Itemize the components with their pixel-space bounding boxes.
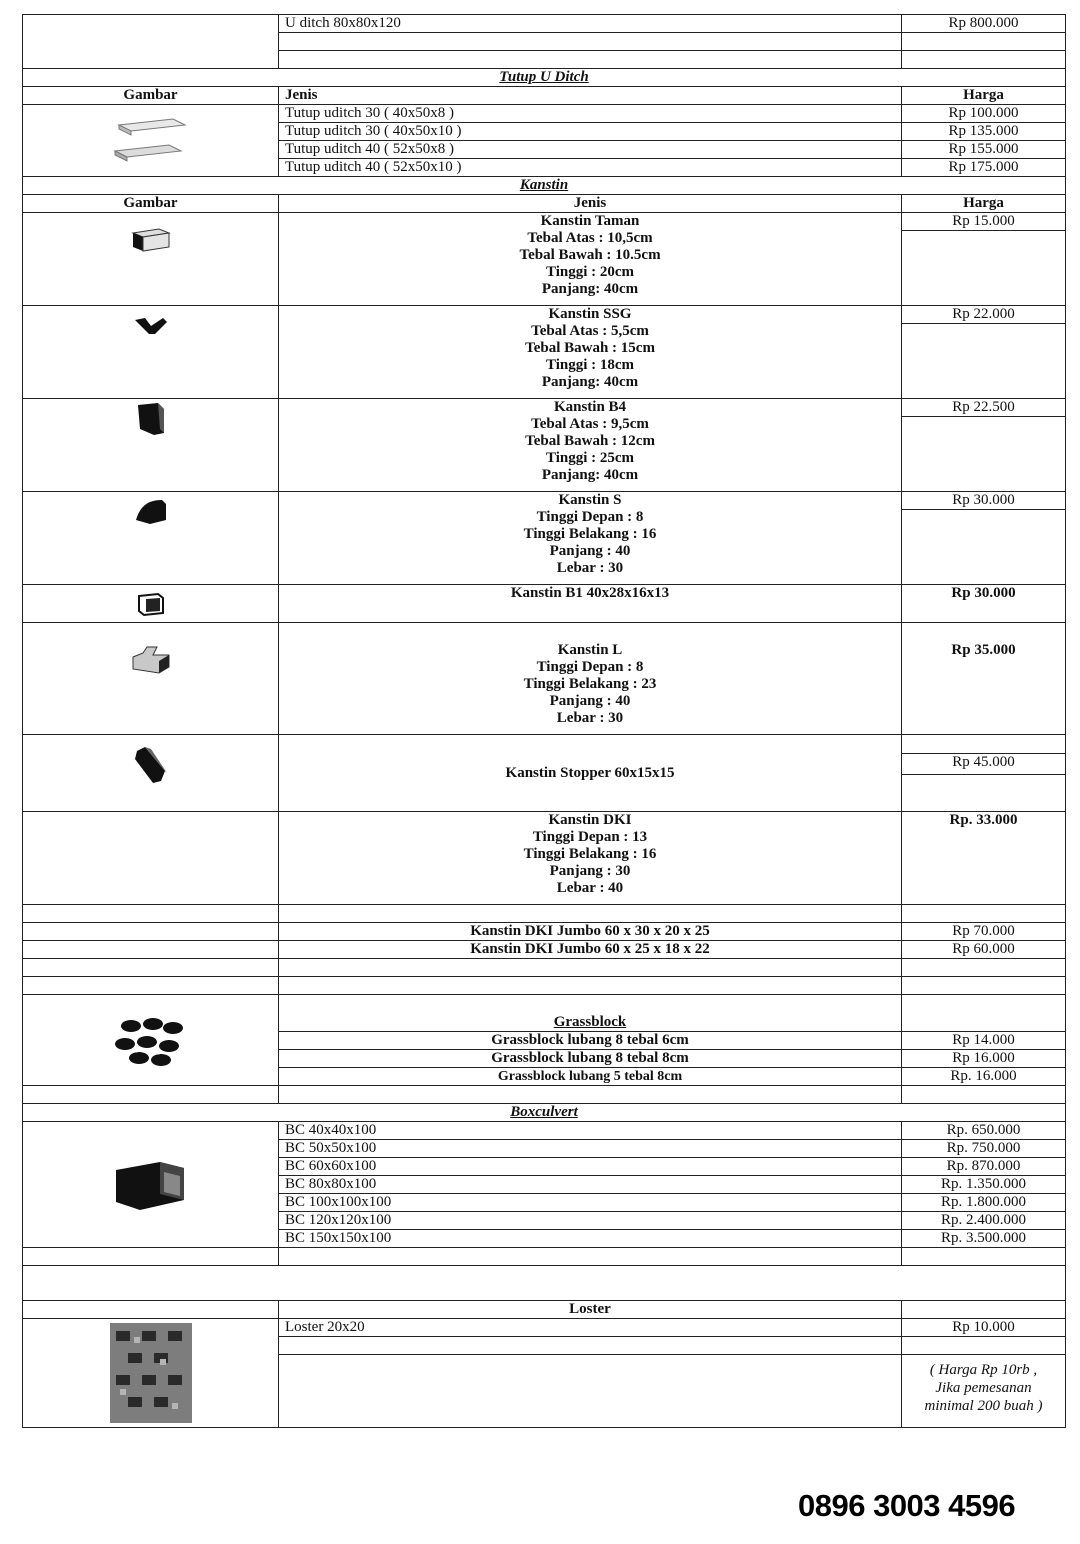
item-price: Rp 45.000	[902, 754, 1066, 774]
kanstin-b4-image	[23, 399, 279, 492]
v-curb-icon	[133, 314, 169, 338]
price-table	[22, 14, 1066, 1428]
section-title-kanstin: Kanstin	[23, 177, 1066, 195]
item-price: Rp. 1.350.000	[902, 1176, 1066, 1194]
s-curb-icon	[132, 496, 170, 526]
section-title-grassblock: Grassblock	[279, 995, 902, 1032]
tutup-image	[23, 105, 279, 177]
item-price: Rp 16.000	[902, 1050, 1066, 1068]
kanstin-l-image	[23, 623, 279, 735]
table-row	[23, 1122, 1066, 1140]
item-name: Kanstin B1 40x28x16x13	[279, 585, 902, 623]
boxculvert-image	[23, 1122, 279, 1248]
item-name: Tutup uditch 30 ( 40x50x10 )	[279, 123, 902, 141]
section-title-boxculvert: Boxculvert	[23, 1104, 1066, 1122]
table-row	[23, 213, 1066, 231]
item-price: Rp 100.000	[902, 105, 1066, 123]
header-jenis: Jenis	[279, 87, 902, 105]
l-curb-icon	[129, 643, 173, 677]
table-row	[23, 941, 1066, 959]
loster-note: ( Harga Rp 10rb , Jika pemesanan minimal 200 buah )	[902, 1355, 1066, 1428]
item-price: Rp 30.000	[902, 492, 1066, 510]
stopper-icon	[131, 745, 171, 785]
section-title-tutup: Tutup U Ditch	[23, 69, 1066, 87]
kanstin-s-image	[23, 492, 279, 585]
item-name: U ditch 80x80x120	[279, 15, 902, 33]
kanstin-b1-image	[23, 585, 279, 623]
item-price: Rp. 2.400.000	[902, 1212, 1066, 1230]
table-row	[23, 105, 1066, 123]
item-name: BC 80x80x100	[279, 1176, 902, 1194]
item-specs: Kanstin B4 Tebal Atas : 9,5cm Tebal Bawah : 12cm Tinggi : 25cm Panjang: 40cm	[279, 399, 902, 492]
table-row	[23, 1319, 1066, 1337]
header-gambar: Gambar	[23, 87, 279, 105]
item-name: Kanstin DKI Jumbo 60 x 30 x 20 x 25	[279, 923, 902, 941]
item-name: Loster 20x20	[279, 1319, 902, 1337]
item-price: Rp 135.000	[902, 123, 1066, 141]
section-title-loster: Loster	[279, 1301, 902, 1319]
kanstin-ssg-image	[23, 306, 279, 399]
item-name: Grassblock lubang 5 tebal 8cm	[279, 1068, 902, 1086]
item-price: Rp 155.000	[902, 141, 1066, 159]
item-price: Rp 60.000	[902, 941, 1066, 959]
table-row	[23, 492, 1066, 510]
table-row	[23, 995, 1066, 1032]
item-name: BC 150x150x100	[279, 1230, 902, 1248]
table-row	[23, 585, 1066, 623]
item-specs: Kanstin Taman Tebal Atas : 10,5cm Tebal Bawah : 10.5cm Tinggi : 20cm Panjang: 40cm	[279, 213, 902, 306]
item-name: BC 60x60x100	[279, 1158, 902, 1176]
item-specs: Kanstin DKI Tinggi Depan : 13 Tinggi Belakang : 16 Panjang : 30 Lebar : 40	[279, 812, 902, 905]
item-price: Rp 70.000	[902, 923, 1066, 941]
table-row	[23, 923, 1066, 941]
header-jenis: Jenis	[279, 195, 902, 213]
box-culvert-icon	[114, 1158, 188, 1212]
item-price: Rp. 16.000	[902, 1068, 1066, 1086]
b4-curb-icon	[134, 401, 168, 437]
item-name: BC 40x40x100	[279, 1122, 902, 1140]
item-name: BC 120x120x100	[279, 1212, 902, 1230]
item-price: Rp 22.000	[902, 306, 1066, 324]
table-row	[23, 306, 1066, 324]
kanstin-stopper-image	[23, 735, 279, 812]
item-name: Tutup uditch 40 ( 52x50x8 )	[279, 141, 902, 159]
item-specs: Kanstin L Tinggi Depan : 8 Tinggi Belakang : 23 Panjang : 40 Lebar : 30	[279, 623, 902, 735]
item-name: Kanstin DKI Jumbo 60 x 25 x 18 x 22	[279, 941, 902, 959]
item-price: Rp 35.000	[902, 623, 1066, 735]
item-price: Rp 10.000	[902, 1319, 1066, 1337]
grassblock-image	[23, 995, 279, 1086]
image-cell-empty	[23, 812, 279, 905]
loster-block-icon	[110, 1323, 192, 1423]
header-harga: Harga	[902, 87, 1066, 105]
table-row	[23, 399, 1066, 417]
price-list-sheet	[22, 14, 1065, 1428]
item-price: Rp. 33.000	[902, 812, 1066, 905]
item-name: Tutup uditch 30 ( 40x50x8 )	[279, 105, 902, 123]
item-name: Tutup uditch 40 ( 52x50x10 )	[279, 159, 902, 177]
table-row	[23, 812, 1066, 905]
slab-cover-icon	[111, 111, 191, 171]
header-gambar: Gambar	[23, 195, 279, 213]
b1-curb-icon	[136, 591, 166, 617]
item-specs: Kanstin SSG Tebal Atas : 5,5cm Tebal Bawah : 15cm Tinggi : 18cm Panjang: 40cm	[279, 306, 902, 399]
item-name: Grassblock lubang 8 tebal 8cm	[279, 1050, 902, 1068]
item-name: Kanstin Stopper 60x15x15	[279, 735, 902, 812]
item-name: Grassblock lubang 8 tebal 6cm	[279, 1032, 902, 1050]
curb-block-icon	[129, 223, 173, 253]
grassblock-paver-icon	[111, 1012, 191, 1068]
item-price: Rp. 3.500.000	[902, 1230, 1066, 1248]
item-price: Rp. 1.800.000	[902, 1194, 1066, 1212]
item-price: Rp 15.000	[902, 213, 1066, 231]
contact-phone[interactable]: 0896 3003 4596	[798, 1488, 1016, 1523]
image-cell-empty	[23, 15, 279, 69]
item-name: BC 100x100x100	[279, 1194, 902, 1212]
header-harga: Harga	[902, 195, 1066, 213]
table-row	[23, 735, 1066, 754]
item-specs: Kanstin S Tinggi Depan : 8 Tinggi Belakang : 16 Panjang : 40 Lebar : 30	[279, 492, 902, 585]
loster-image	[23, 1319, 279, 1428]
item-price: Rp. 650.000	[902, 1122, 1066, 1140]
table-row	[23, 15, 1066, 33]
item-price: Rp. 750.000	[902, 1140, 1066, 1158]
item-price: Rp 14.000	[902, 1032, 1066, 1050]
item-price: Rp. 870.000	[902, 1158, 1066, 1176]
kanstin-taman-image	[23, 213, 279, 306]
item-price: Rp 30.000	[902, 585, 1066, 623]
item-price: Rp 175.000	[902, 159, 1066, 177]
item-price: Rp 800.000	[902, 15, 1066, 33]
item-name: BC 50x50x100	[279, 1140, 902, 1158]
table-row	[23, 623, 1066, 735]
item-price: Rp 22.500	[902, 399, 1066, 417]
